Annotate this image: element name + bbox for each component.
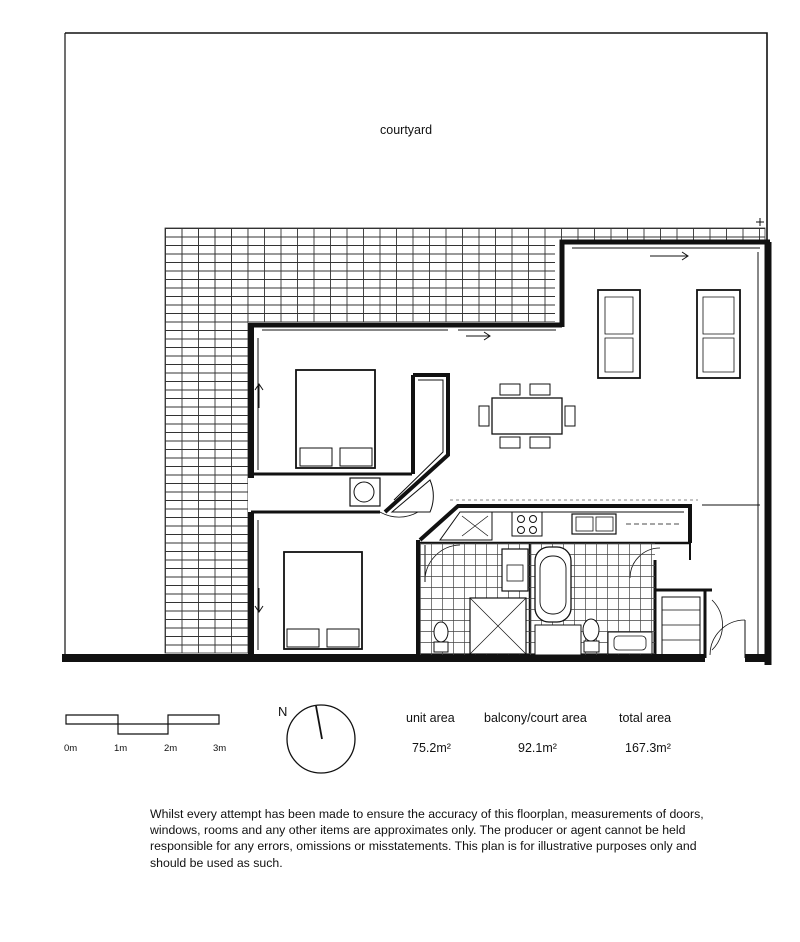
area-label-balcony: balcony/court area bbox=[484, 711, 587, 725]
scale-label-1: 1m bbox=[114, 743, 128, 754]
area-value-total: 167.3m² bbox=[625, 741, 671, 755]
compass bbox=[278, 704, 355, 773]
compass-label: N bbox=[278, 704, 288, 719]
compass-circle bbox=[287, 705, 355, 773]
scale-label-3: 3m bbox=[213, 743, 227, 754]
area-value-balcony: 92.1m² bbox=[518, 741, 557, 755]
area-value-unit: 75.2m² bbox=[412, 741, 451, 755]
compass-needle bbox=[316, 706, 322, 739]
scale-label-2: 2m bbox=[164, 743, 178, 754]
scale-label-0: 0m bbox=[64, 743, 78, 754]
courtyard-label: courtyard bbox=[380, 123, 433, 137]
scale-bar bbox=[64, 715, 226, 754]
area-label-unit: unit area bbox=[406, 711, 455, 725]
disclaimer-text: Whilst every attempt has been made to ensure the accuracy of this floorplan, measurements of doors, windows, rooms and any other items are approximates only. The producer or agent cannot be held responsible for any errors, omissions or misstatements. This plan is for illustrative purposes only and should be used as such. bbox=[150, 807, 704, 870]
area-table bbox=[406, 711, 671, 755]
area-label-total: total area bbox=[619, 711, 672, 725]
